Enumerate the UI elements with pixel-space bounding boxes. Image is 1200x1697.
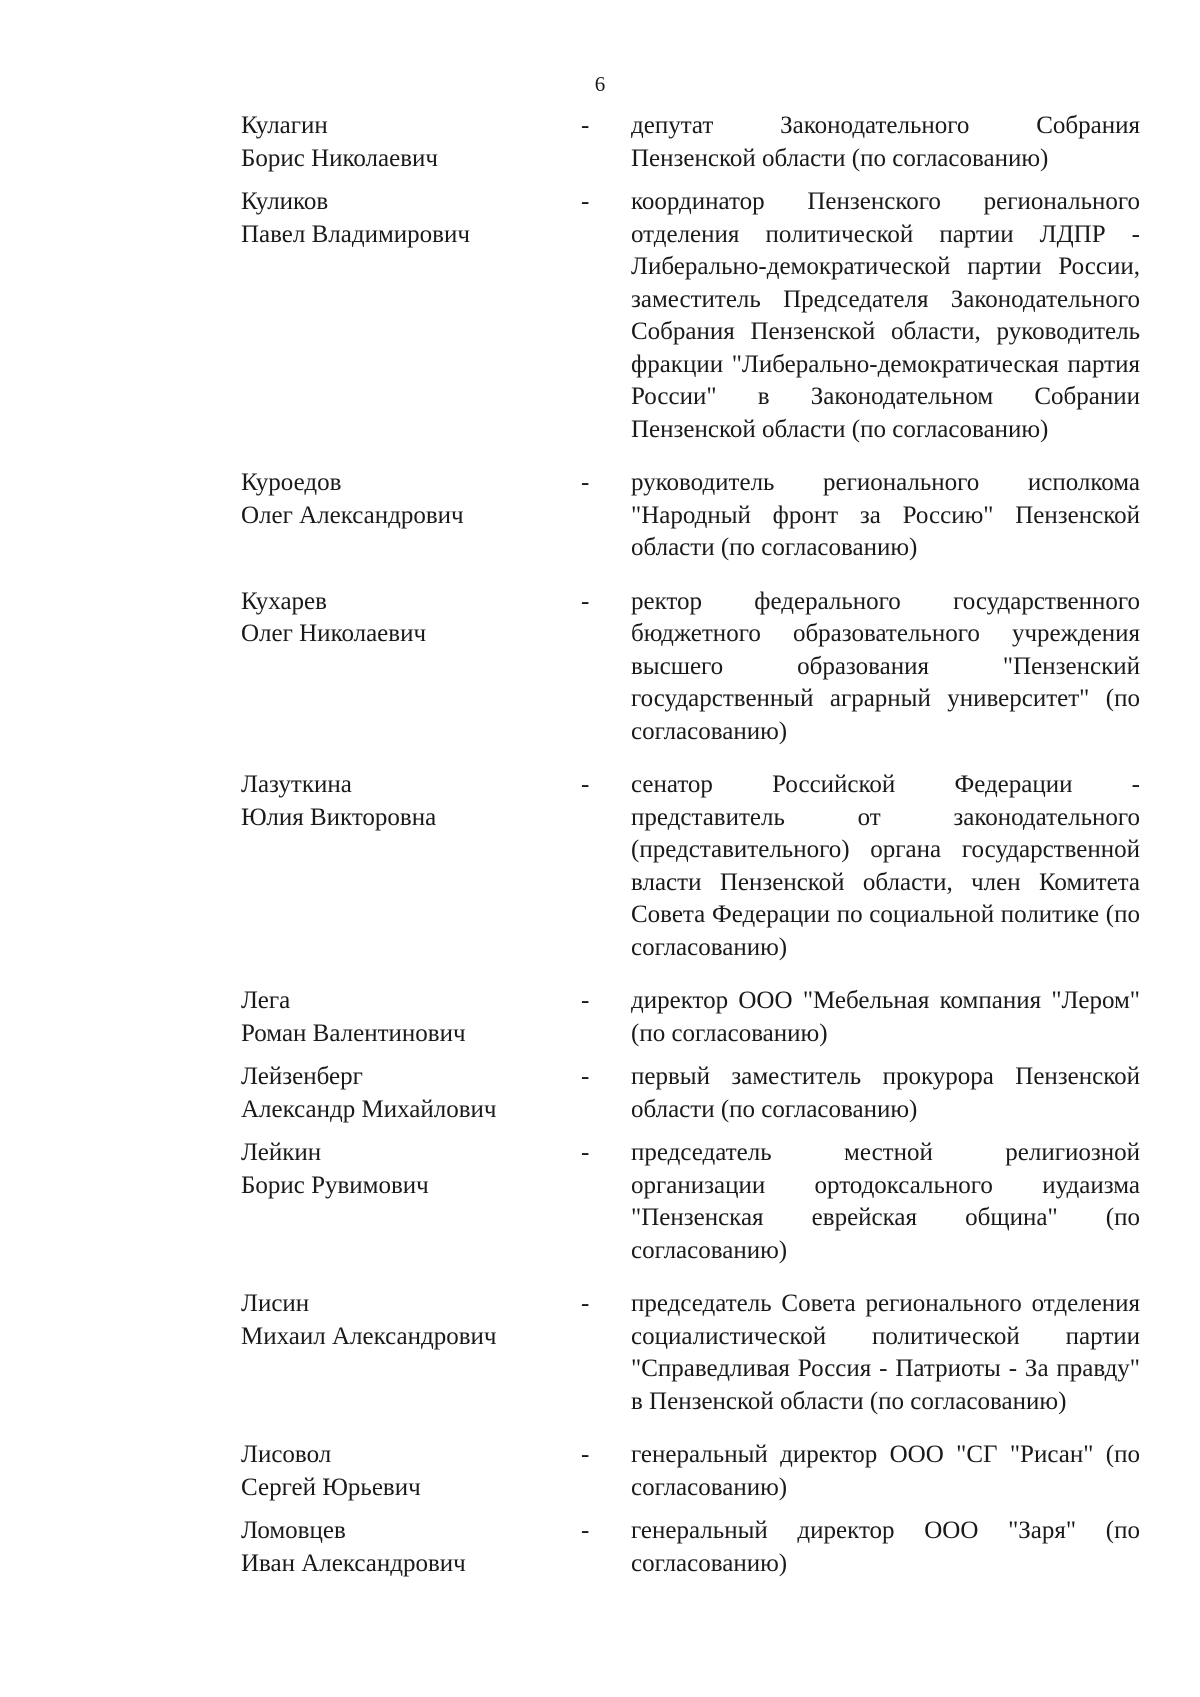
member-name	[241, 467, 581, 565]
member-surname: Кухарев	[241, 587, 327, 615]
member-list	[241, 110, 1140, 1580]
member-position: первый заместитель прокурора Пензенской области (по согласованию)	[631, 1063, 1140, 1123]
member-position: генеральный директор ООО "Заря" (по согласованию)	[631, 1517, 1140, 1577]
dash-separator: -	[581, 987, 590, 1014]
member-surname: Лазуткина	[241, 771, 352, 798]
dash-separator: -	[581, 1441, 590, 1468]
member-surname: Куликов	[241, 188, 329, 215]
list-item	[241, 1061, 1140, 1126]
member-position: директор ООО "Мебельная компания "Лером" (по согласованию)	[631, 987, 1140, 1047]
list-item	[241, 586, 1140, 749]
member-given-name: Павел Владимирович	[241, 220, 470, 248]
member-name	[241, 769, 581, 964]
list-item	[241, 1515, 1140, 1580]
member-given-name: Олег Николаевич	[241, 620, 427, 647]
member-name	[241, 1439, 581, 1504]
dash-separator: -	[581, 587, 590, 615]
member-surname: Кулагин	[241, 112, 328, 139]
member-given-name: Борис Рувимович	[241, 1171, 429, 1199]
member-given-name: Юлия Викторовна	[241, 803, 437, 831]
dash-separator: -	[581, 112, 590, 139]
dash-separator: -	[581, 188, 590, 215]
list-item	[241, 467, 1140, 565]
dash-separator: -	[581, 1063, 590, 1090]
page-number: 6	[594, 72, 606, 96]
member-position: ректор федерального государственного бюджетного образовательного учреждения высшего образования "Пензенский государственный аграрный университет" (по согласованию)	[631, 587, 1140, 745]
dash-separator: -	[581, 469, 590, 496]
member-position: генеральный директор ООО "СГ "Рисан" (по согласованию)	[631, 1441, 1140, 1501]
member-surname: Лейзенберг	[241, 1063, 363, 1090]
member-position: сенатор Российской Федерации - представитель от законодательного (представительного) органа государственной власти Пензенской области, член Комитета Совета Федерации по социальной политике (по согласованию)	[631, 771, 1140, 961]
dash-separator: -	[581, 1290, 590, 1317]
list-item	[241, 1439, 1140, 1504]
member-name	[241, 586, 581, 749]
member-name	[241, 186, 581, 446]
member-given-name: Олег Александрович	[241, 501, 464, 529]
member-surname: Лисовол	[241, 1441, 332, 1468]
member-given-name: Михаил Александрович	[241, 1322, 497, 1350]
member-surname: Лисин	[241, 1290, 310, 1317]
list-item	[241, 110, 1140, 175]
member-name	[241, 1515, 581, 1580]
member-name	[241, 1061, 581, 1126]
member-position: координатор Пензенского регионального отделения политической партии ЛДПР - Либерально-демократической партии России, заместитель Председателя Законодательного Собрания Пензенской области, руководитель фракции "Либерально-демократическая партия России" в Законодательном Собрании Пензенской области (по согласованию)	[631, 188, 1140, 443]
member-given-name: Иван Александрович	[241, 1549, 466, 1577]
member-given-name: Сергей Юрьевич	[241, 1473, 421, 1501]
dash-separator: -	[581, 1139, 590, 1166]
member-given-name: Роман Валентинович	[241, 1019, 466, 1047]
dash-separator: -	[581, 1517, 590, 1544]
member-position: руководитель регионального исполкома "Народный фронт за Россию" Пензенской области (по согласованию)	[631, 469, 1140, 561]
member-position: председатель местной религиозной организации ортодоксального иудаизма "Пензенская еврейская община" (по согласованию)	[631, 1139, 1140, 1264]
member-surname: Лейкин	[241, 1139, 322, 1166]
member-name	[241, 1288, 581, 1418]
member-name	[241, 110, 581, 175]
list-item	[241, 186, 1140, 446]
member-surname: Куроедов	[241, 469, 342, 496]
member-surname: Ломовцев	[241, 1517, 346, 1544]
member-given-name: Александр Михайлович	[241, 1095, 497, 1123]
list-item	[241, 1137, 1140, 1267]
list-item	[241, 769, 1140, 964]
member-position: депутат Законодательного Собрания Пензенской области (по согласованию)	[631, 112, 1140, 172]
member-position: председатель Совета регионального отделения социалистической политической партии "Справедливая Россия - Патриоты - За правду" в Пензенской области (по согласованию)	[631, 1290, 1140, 1415]
member-name	[241, 985, 581, 1050]
member-given-name: Борис Николаевич	[241, 144, 438, 172]
member-surname: Лега	[241, 987, 291, 1014]
list-item	[241, 1288, 1140, 1418]
dash-separator: -	[581, 771, 590, 798]
member-name	[241, 1137, 581, 1267]
list-item	[241, 985, 1140, 1050]
